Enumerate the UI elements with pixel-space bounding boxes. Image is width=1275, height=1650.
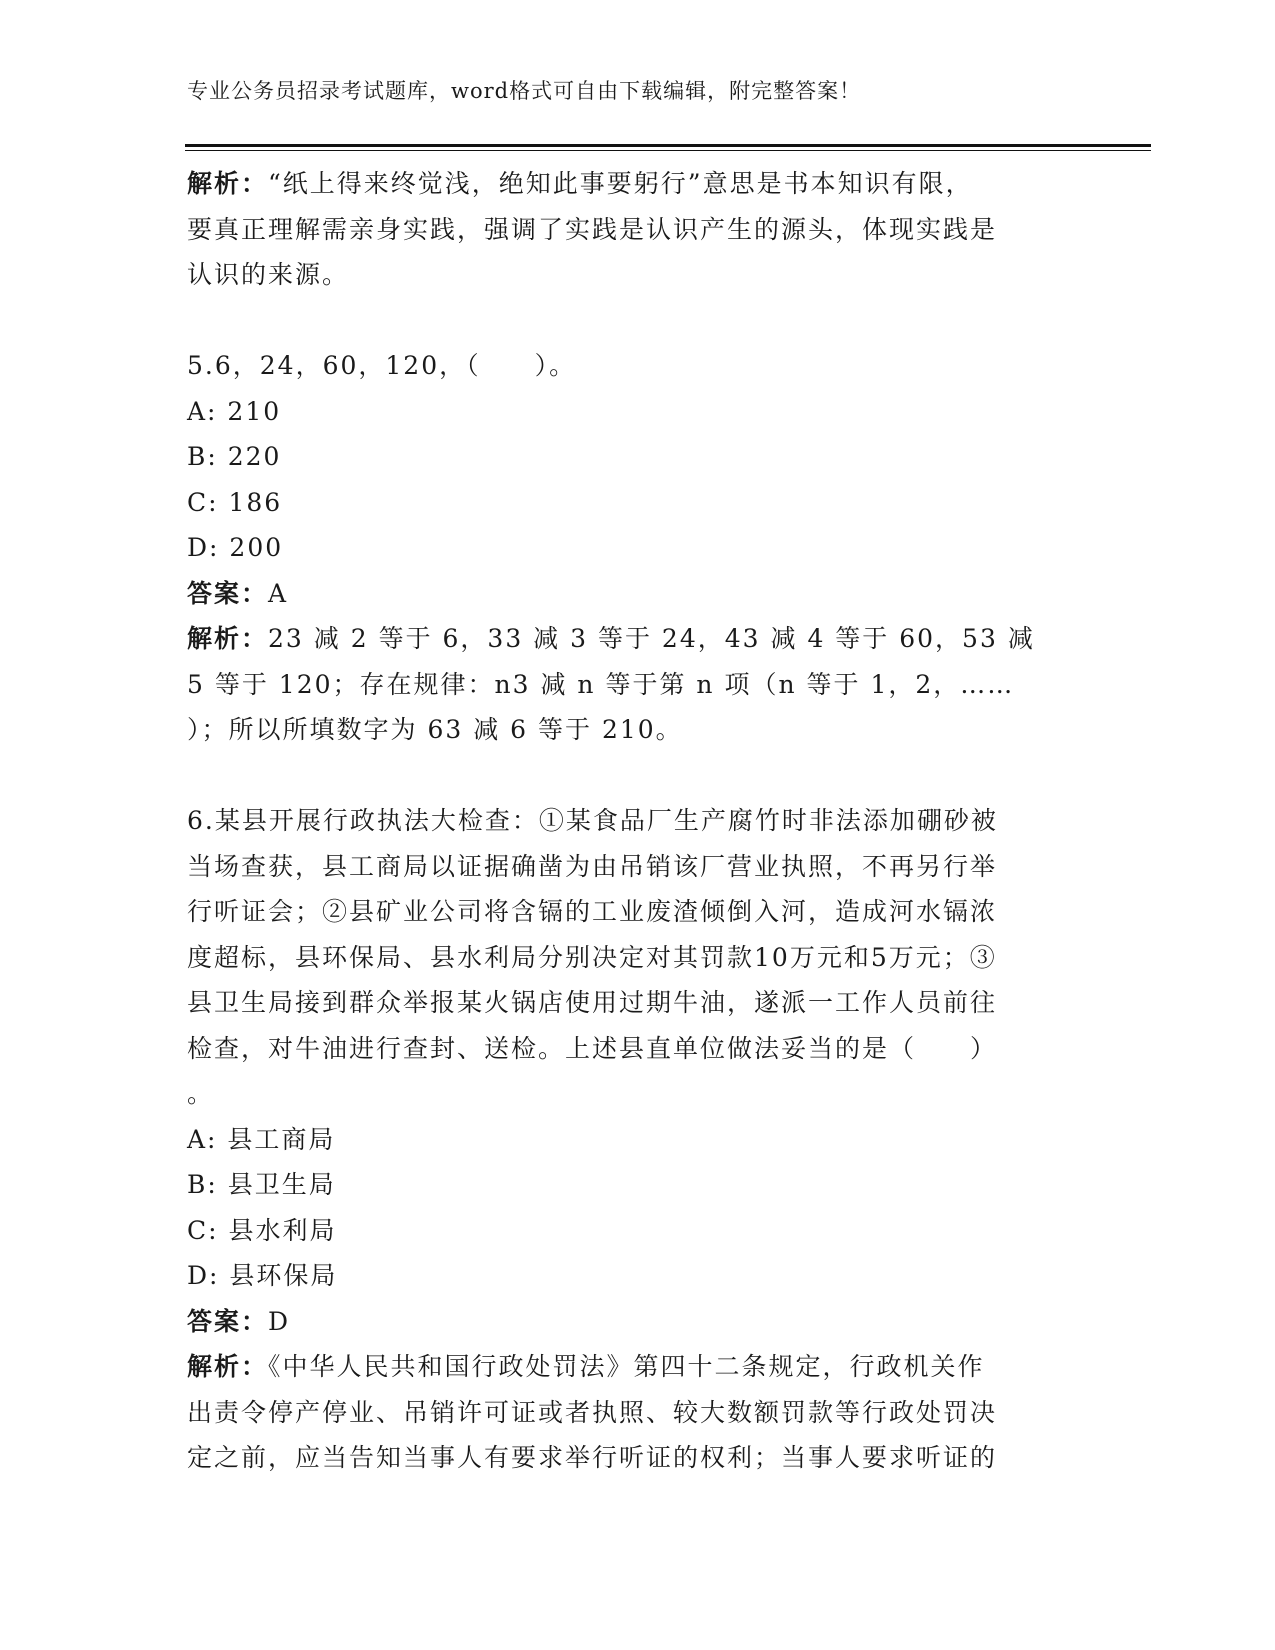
q5-option-b: B: 220 — [187, 442, 282, 471]
q6-answer — [187, 1299, 1067, 1345]
q5-option-c: C: 186 — [187, 487, 283, 517]
q4-explanation-label: 解析： — [187, 169, 269, 198]
q5-answer-label: 答案： — [187, 578, 269, 608]
q6-stem-line-6: 检查，对牛油进行查封、送检。上述县直单位做法妥当的是（ ） — [187, 1033, 998, 1063]
spacer — [187, 298, 1067, 344]
q5-answer — [187, 571, 1067, 617]
q6-stem-line-2: 当场查获，县工商局以证据确凿为由吊销该厂营业执照，不再另行举 — [187, 851, 998, 881]
q5-option-d: D: 200 — [187, 533, 284, 562]
q6-answer-label: 答案： — [187, 1306, 269, 1336]
q4-explanation-line-1: 解析：“纸上得来终觉浅，绝知此事要躬行”意思是书本知识有限， — [187, 169, 973, 198]
q6-option-a: A: 县工商局 — [187, 1124, 336, 1154]
q6-option-d: D: 县环保局 — [187, 1261, 338, 1290]
q6-stem-line-1: 6.某县开展行政执法大检查：①某食品厂生产腐竹时非法添加硼砂被 — [187, 806, 998, 835]
q6-stem-line-4: 度超标，县环保局、县水利局分别决定对其罚款10万元和5万元；③ — [187, 942, 997, 972]
header-divider — [185, 144, 1151, 147]
q6-answer-value: D — [268, 1306, 291, 1336]
q6-stem-line-7: 。 — [187, 1079, 215, 1108]
q6-explanation-line-3: 定之前，应当告知当事人有要求举行听证的权利；当事人要求听证的 — [187, 1443, 998, 1472]
q6-option-c: C: 县水利局 — [187, 1215, 337, 1245]
q5-option-a: A: 210 — [187, 396, 282, 426]
q5-explanation-line-3: ）；所以所填数字为 63 减 6 等于 210。 — [187, 715, 683, 744]
q6-option-b: B: 县卫生局 — [187, 1170, 336, 1199]
q4-explanation-line-3: 认识的来源。 — [187, 260, 350, 289]
q6-stem-line-3: 行听证会；②县矿业公司将含镉的工业废渣倾倒入河，造成河水镉浓 — [187, 897, 998, 926]
q5-explanation-label: 解析： — [187, 624, 269, 653]
spacer — [187, 753, 1067, 799]
q5-stem: 5.6，24，60，120，（ ）。 — [187, 351, 577, 380]
q6-explanation-line-1: 解析：《中华人民共和国行政处罚法》第四十二条规定，行政机关作 — [187, 1352, 985, 1381]
page-header: 专业公务员招录考试题库，word格式可自由下载编辑，附完整答案！ — [187, 79, 862, 103]
q4-explanation-line-2: 要真正理解需亲身实践，强调了实践是认识产生的源头，体现实践是 — [187, 214, 998, 244]
q6-stem-line-5: 县卫生局接到群众举报某火锅店使用过期牛油，遂派一工作人员前往 — [187, 988, 998, 1017]
q6-explanation-line-2: 出责令停产停业、吊销许可证或者执照、较大数额罚款等行政处罚决 — [187, 1397, 998, 1427]
q5-explanation-line-2: 5 等于 120；存在规律：n3 减 n 等于第 n 项（n 等于 1，2，…… — [187, 669, 1015, 699]
document-body — [187, 161, 1067, 1481]
q5-explanation-line-1: 解析：23 减 2 等于 6，33 减 3 等于 24，43 减 4 等于 60，53 减 — [187, 624, 1035, 653]
q6-explanation-label: 解析： — [187, 1352, 269, 1381]
q5-answer-value: A — [268, 578, 289, 608]
